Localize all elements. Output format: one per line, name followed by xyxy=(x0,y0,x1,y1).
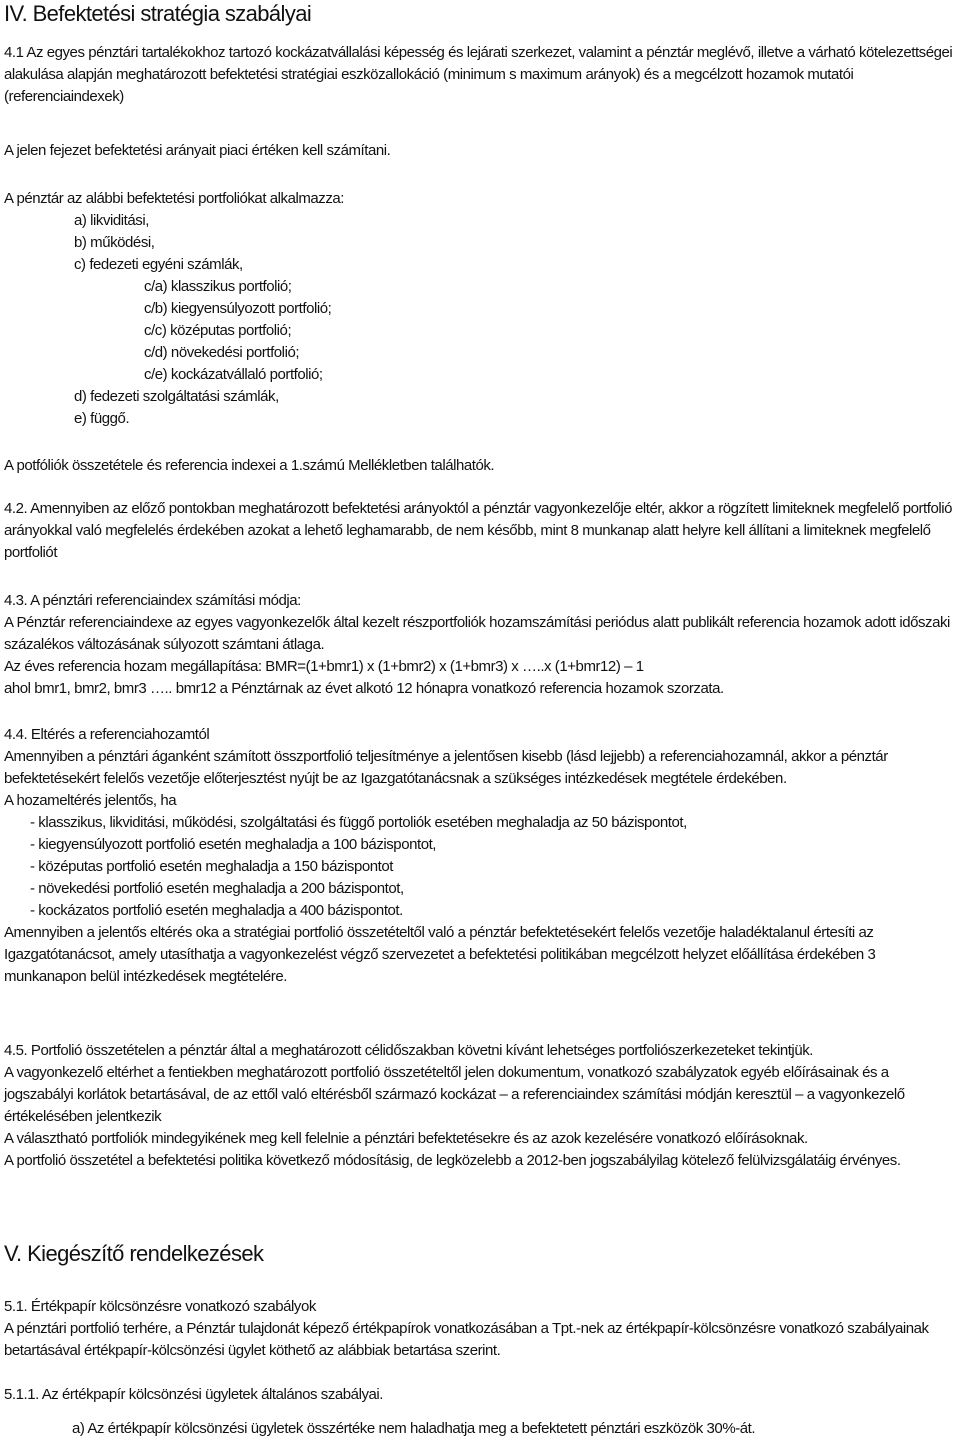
section-4-4-end: Amennyiben a jelentős eltérés oka a stratégiai portfolió összetételtől való a pénztár befektetésekért felelős vezetője haladéktalanul értesíti az Igazgatótanácsot, amely utasíthatja a vagyonkezelést végző szervezetet a befektetési politikában megcélzott helyzet előállítása érdekében 3 munkanapon belül intézkedések megtételére. xyxy=(4,924,876,985)
section-5-1-1-a-text: a) Az értékpapír kölcsönzési ügyletek összértéke nem haladhatja meg a befektetett pénztári eszközök 30%-át. xyxy=(72,1420,756,1437)
appendix-note-text: A potfóliók összetétele és referencia indexei a 1.számú Mellékletben találhatók. xyxy=(4,457,495,474)
section-4-4 xyxy=(4,724,958,988)
threshold-list-item: - növekedési portfolió esetén meghaladja a 200 bázispontot, xyxy=(30,880,404,897)
section-4-3-formula: Az éves referencia hozam megállapítása: BMR=(1+bmr1) x (1+bmr2) x (1+bmr3) x …..x (1+bmr12) – 1 xyxy=(4,658,644,675)
portfolio-list-item: a) likviditási, xyxy=(74,212,149,229)
paragraph-market-value-text: A jelen fejezet befektetési arányait piaci értéken kell számítani. xyxy=(4,142,391,159)
portfolio-intro: A pénztár az alábbi befektetési portfoliókat alkalmazza: xyxy=(4,190,345,207)
section-4-5-b: A vagyonkezelő eltérhet a fentiekben meghatározott portfolió összetételtől jelen dokumentum, vonatkozó szabályzatok egyéb előírásainak és a jogszabályi korlátok betartásával, de az ettől való eltérésből származó kockázat – a referenciaindex számítási módján keresztül – a vagyonkezelő értékelésében jelentkezik xyxy=(4,1064,905,1125)
portfolio-list-item: c/b) kiegyensúlyozott portfolió; xyxy=(144,300,332,317)
section-4-5 xyxy=(4,1040,958,1172)
paragraph-4-1: 4.1 Az egyes pénztári tartalékokhoz tartozó kockázatvállalási képesség és lejárati szerkezet, valamint a pénztár meglévő, illetve a várható kötelezettségei alakulása alapján meghatározott befektetési stratégiai eszközallokáció (minimum s maximum arányok) és a megcélzott hozamok mutatói (referenciaindexek) xyxy=(4,44,953,105)
section-heading-iv: IV. Befektetési stratégia szabályai xyxy=(4,1,312,26)
portfolio-list-item: e) függő. xyxy=(74,410,130,427)
section-4-4-title: 4.4. Eltérés a referenciahozamtól xyxy=(4,726,210,743)
section-4-4-body: Amennyiben a pénztári áganként számított összportfolió teljesítménye a jelentősen kisebb (lásd lejjebb) a referenciahozamnál, akkor a pénztár befektetésekért felelős vezetője előterjesztést nyújt be az Igazgatótanácsnak a szükséges intézkedések megtétele érdekében. xyxy=(4,748,888,787)
threshold-list-item: - kiegyensúlyozott portfolió esetén meghaladja a 100 bázispontot, xyxy=(30,836,437,853)
section-4-5-c: A választható portfoliók mindegyikének meg kell felelnie a pénztári befektetésekre és az azok kezelésére vonatkozó előírásoknak. xyxy=(4,1130,808,1147)
threshold-list-item: - középutas portfolió esetén meghaladja a 150 bázispontot xyxy=(30,858,393,875)
section-5-1 xyxy=(4,1296,958,1362)
section-5-1-1-a xyxy=(4,1418,958,1440)
portfolio-list-item: c/c) középutas portfolió; xyxy=(144,322,292,339)
section-4-5-d: A portfolió összetétel a befektetési politika következő módosításig, de legközelebb a 2012-ben jogszabályilag kötelező felülvizsgálatáig érvényes. xyxy=(4,1152,901,1169)
threshold-list-item: - kockázatos portfolió esetén meghaladja a 400 bázispontot. xyxy=(30,902,403,919)
section-4-4-significant: A hozameltérés jelentős, ha xyxy=(4,792,177,809)
portfolio-list-item: d) fedezeti szolgáltatási számlák, xyxy=(74,388,279,405)
section-4-3-where: ahol bmr1, bmr2, bmr3 ….. bmr12 a Pénztárnak az évet alkotó 12 hónapra vonatkozó referencia hozamok szorzata. xyxy=(4,680,724,697)
section-4-2 xyxy=(4,498,958,564)
section-5-1-body: A pénztári portfolió terhére, a Pénztár tulajdonát képező értékpapírok vonatkozásában a Tpt.-nek az értékpapír-kölcsönzésre vonatkozó szabályainak betartásával értékpapír-kölcsönzési ügylet köthető az alábbiak betartása szerint. xyxy=(4,1320,929,1359)
section-heading-v: V. Kiegészítő rendelkezések xyxy=(4,1241,264,1266)
paragraph-market-value xyxy=(4,140,958,162)
appendix-note xyxy=(4,455,958,477)
section-4-3-body: A Pénztár referenciaindexe az egyes vagyonkezelők által kezelt részportfoliók hozamszámítási periódus alatt publikált referencia hozamok adott időszaki százalékos változásának súlyozott számtani átlaga. xyxy=(4,614,950,653)
portfolio-list-item: c/a) klasszikus portfolió; xyxy=(144,278,292,295)
portfolio-section xyxy=(4,188,958,430)
section-4-3-title: 4.3. A pénztári referenciaindex számítási módja: xyxy=(4,592,301,609)
threshold-list xyxy=(4,812,958,922)
threshold-list-item: - klasszikus, likviditási, működési, szolgáltatási és függő portoliók esetében meghaladja az 50 bázispontot, xyxy=(30,814,687,831)
section-4-1 xyxy=(4,42,958,108)
portfolio-list-item: c/e) kockázatvállaló portfolió; xyxy=(144,366,323,383)
section-4-5-a: 4.5. Portfolió összetételen a pénztár által a meghatározott célidőszakban követni kívánt lehetséges portfoliószerkezeteket tekintjük. xyxy=(4,1042,813,1059)
portfolio-list-item: b) működési, xyxy=(74,234,155,251)
paragraph-4-2: 4.2. Amennyiben az előző pontokban meghatározott befektetési arányoktól a pénztár vagyonkezelője eltér, akkor a rögzített limiteknek megfelelő portfolió arányokkal való megfelelés érdekében azokat a lehető leghamarabb, de nem később, mint 8 munkanap alatt helyre kell állítani a limiteknek megfelelő portfoliót xyxy=(4,500,953,561)
portfolio-list xyxy=(4,210,958,430)
section-4-3 xyxy=(4,590,958,700)
section-5-1-1-title: 5.1.1. Az értékpapír kölcsönzési ügyletek általános szabályai. xyxy=(4,1386,383,1403)
portfolio-list-item: c/d) növekedési portfolió; xyxy=(144,344,300,361)
section-5-1-1 xyxy=(4,1384,958,1406)
section-5-1-title: 5.1. Értékpapír kölcsönzésre vonatkozó szabályok xyxy=(4,1298,316,1315)
portfolio-list-item: c) fedezeti egyéni számlák, xyxy=(74,256,243,273)
